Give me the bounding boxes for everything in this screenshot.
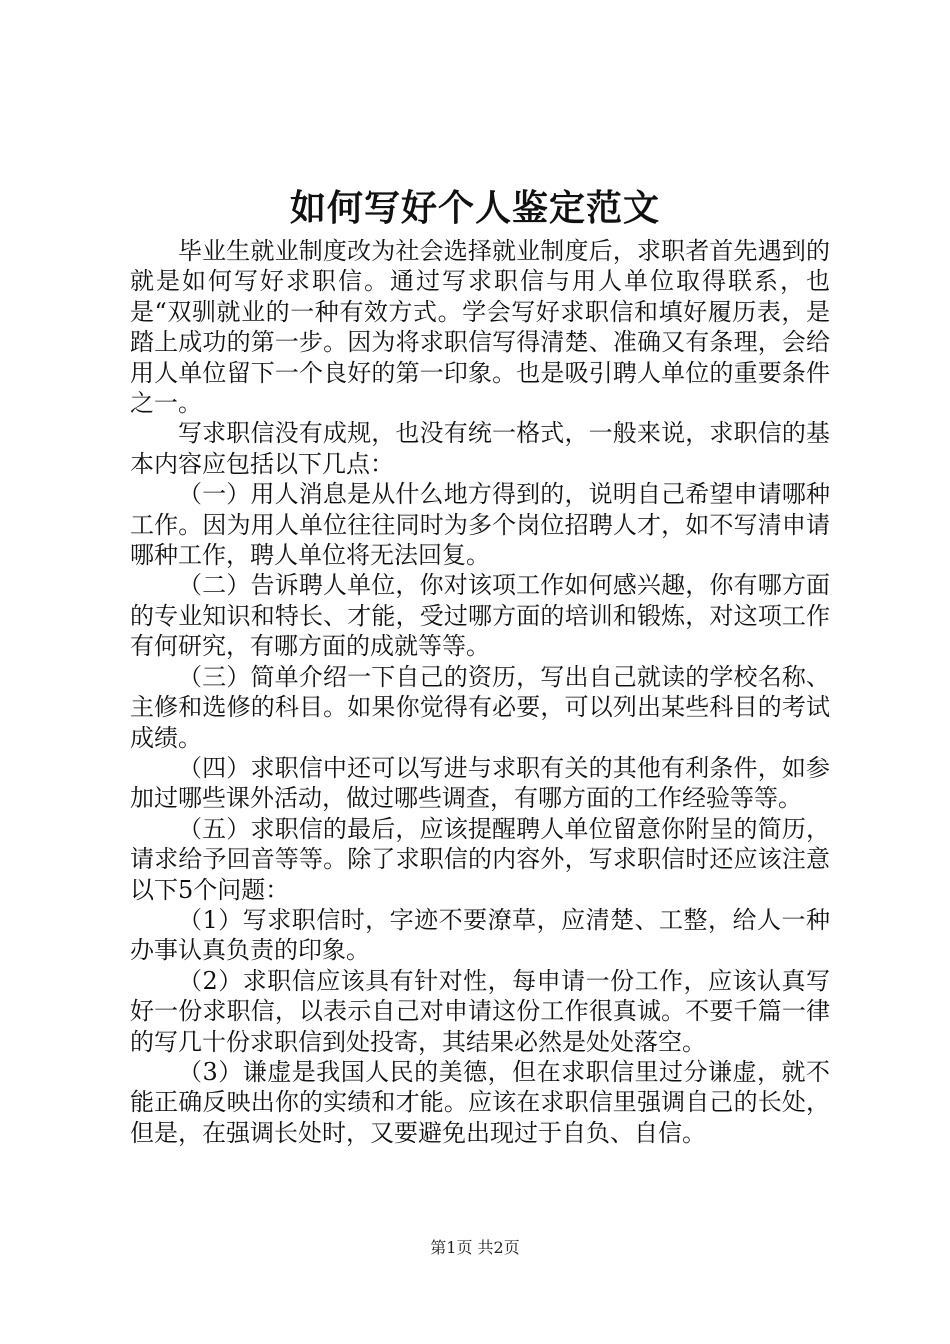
paragraph-point-3: （三）简单介绍一下自己的资历，写出自己就读的学校名称、主修和选修的科目。如果你觉得有必要，可以列出某些科目的考试成绩。 <box>130 662 830 752</box>
document-title: 如何写好个人鉴定范文 <box>289 187 660 229</box>
paragraph-note-2: （2）求职信应该具有针对性，每申请一份工作，应该认真写好一份求职信，以表示自己对申请这份工作很真诚。不要千篇一律的写几十份求职信到处投寄，其结果必然是处处落空。 <box>130 966 830 1056</box>
paragraph-note-1: （1）写求职信时，字迹不要潦草，应清楚、工整，给人一种办事认真负责的印象。 <box>130 905 830 965</box>
paragraph-point-2: （二）告诉聘人单位，你对该项工作如何感兴趣，你有哪方面的专业知识和特长、才能，受过哪方面的培训和锻炼，对这项工作有何研究，有哪方面的成就等等。 <box>130 571 830 661</box>
paragraph-note-3: （3）谦虚是我国人民的美德，但在求职信里过分谦虚，就不能正确反映出你的实绩和才能。应该在求职信里强调自己的长处，但是，在强调长处时，又要避免出现过于自负、自信。 <box>130 1057 830 1147</box>
page-number-footer: 第1页 共2页 <box>430 1238 520 1257</box>
paragraph-point-5: （五）求职信的最后，应该提醒聘人单位留意你附呈的简历，请求给予回音等等。除了求职信的内容外，写求职信时还应该注意以下5个问题： <box>130 814 830 904</box>
paragraph-intro: 毕业生就业制度改为社会选择就业制度后，求职者首先遇到的就是如何写好求职信。通过写求职信与用人单位取得联系，也是“双驯就业的一种有效方式。学会写好求职信和填好履历表，是踏上成功的第一步。因为将求职信写得清楚、准确又有条理，会给用人单位留下一个良好的第一印象。也是吸引聘人单位的重要条件之一。 <box>130 237 830 418</box>
paragraph-point-4: （四）求职信中还可以写进与求职有关的其他有利条件，如参加过哪些课外活动，做过哪些调查，有哪方面的工作经验等等。 <box>130 753 830 813</box>
paragraph-point-1: （一）用人消息是从什么地方得到的，说明自己希望申请哪种工作。因为用人单位往往同时为多个岗位招聘人才，如不写清申请哪种工作，聘人单位将无法回复。 <box>130 480 830 570</box>
paragraph-overview: 写求职信没有成规，也没有统一格式，一般来说，求职信的基本内容应包括以下几点： <box>130 419 830 478</box>
document-body <box>130 236 830 1148</box>
